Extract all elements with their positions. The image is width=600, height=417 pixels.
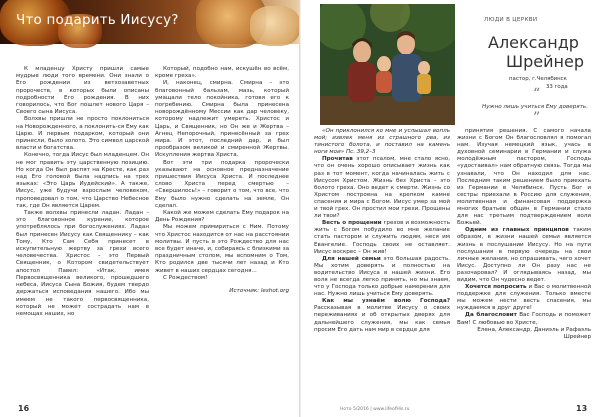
family-photo <box>320 4 455 125</box>
lead-in: Одним из главных принципов <box>465 227 569 234</box>
paragraph: Волхвы пришли не просто поклониться на Новорожденного, а поклонить-ся Ему как Царю. И первым подарком, который они принесли, было золото. Это символ царской власти и богатства. <box>16 116 149 152</box>
paragraph: И, наконец, смирна. Смирна – это благовонный бальзам, мазь, который умащали тело покойника, готовя его к погребению. Смирна была принесена новорождённому Мессии как дар человеку, которому надлежит умереть. Христос и Царь, и Священник, но Он же и Жертва – Агнец Непорочный, принесённый за грех мира. И этот, последний дар, и был прообразом великой и смиренной Жертвы. Искупления жертва Христа. <box>155 80 289 159</box>
paragraph-text: это большая радость. Мы хотим доверять и полностью на водительство Иисуса в нашей жизни. Его воля не всегда легко принять, но мы знаем, что у Господа только добрые намерения для нас. Нужно лишь учиться Ему доверять. <box>314 255 451 298</box>
person-age: 33 года <box>546 84 568 90</box>
paragraph-text: принятия решения. С самого начала жизни с Богом Он благословлял я помогал нам. Изучая немецкий язык, учась в духовной семинарии в Германии и служа молодёжным пастором, Господь «удостаивал» нам обратную связь. Тогда мы узнавали, что Он находил для нас. Последним таким решением было приехать из Германии в Челябинск. Пусть Бог и сестры приехали в Россию для служения, молитвенная и финансовая поддержка многих братьев общин в Германии стало для нас третьим подтверждением воли Божьей. <box>457 128 591 227</box>
paragraph <box>314 156 450 220</box>
page-number-left: 16 <box>18 404 30 413</box>
signature: Елена, Александр, Даниэль и Рафаэль Шрейнер <box>477 326 591 340</box>
paragraph-text: таким образом, в жизни нашей семьи является жизнь в послушании Иисусу. Но на пути послушания в первую очередь на свои личные желания, но спрашивать, чего хочет Иисус. Доступно ли Он разу нас не разочаровал? И оглядываясь назад, мы видим, что Он чудесно ведет. <box>457 227 591 283</box>
article-column-2 <box>155 66 289 295</box>
article-title: Что подарить Иисусу? <box>16 12 179 28</box>
paragraph <box>314 220 450 255</box>
epigraph: «Он приклонился ко мне и услышал вопль мой; извлек меня из страшного рва, из тинистого болота, и поставил на камень ноги мои» Пс. 39,2–3 <box>314 128 450 156</box>
pull-quote: Нужно лишь учиться Ему доверять. <box>482 104 588 110</box>
amber-decoration <box>250 6 300 46</box>
paragraph-text: Рассказывая в молитве Иисусу о своих переживаниях и об открытых дверях для дальнейшего служения, мы как семья просим Его дать нам мир в сердце для <box>314 305 450 333</box>
paragraph: К младенцу Христу пришли самые мудрые люди того времени. Они знали о Его рождении из ветхозаветных пророчеств, в которых были описаны подробности Его рождения. В них говорилось, что Бог пошлет нового Царя – Своего сына Иисуса. <box>16 66 149 116</box>
paragraph-text: и Вас о молитвенной поддержке для служения. Только вместе мы можем нести весть спасения, мы нуждаемся в друг друге! <box>457 284 591 312</box>
paragraph <box>314 256 450 299</box>
article-column-1 <box>16 66 149 318</box>
paragraph: С Рождеством! <box>163 274 208 281</box>
section-label: ЛЮДИ В ЦЕРКВИ <box>484 17 538 23</box>
quote-close-icon: ” <box>533 110 541 126</box>
person-role: пастор, г.Челябинск <box>509 76 567 82</box>
paragraph-text: этот псалом, мне стало ясно, что он очень хорошо описывает жизнь как раз в тот момент, когда начиналась жить с Иисусом Христом. Жизнь без Христа – это болото греха. Оно ведет к смерти. Жизнь со Христом построена на крепком камне спасения и мира с Богом. Иисус умер за мой и твой грех. Он простил мои грехи. Прощены ли твои? <box>314 156 451 220</box>
lead-in: Да благословит <box>465 312 517 319</box>
paragraph: Мы можем примириться с Ним. Потому что Христос находится от нас на расстоянии молитвы. И пусть в это Рождество для нас все будет иначе, и, собираясь с близкими за праздничным столом, мы вспомним о Том, Кто родился две тысячи лет назад и Кто живет в наших сердцах сегодня... <box>155 224 289 274</box>
paragraph: Конечно, тогда Иисус был младенцем. Он не мог править эту царственную позицию. Но когда Он был распят на Кресте, как раз над Его головой была надпись на трех языках: «Это Царь Иудейский». А также, Иисус, уже будучи взрослым человеком, проповедовал о том, что Царство Небесное так, где Он является Царем. <box>16 152 149 209</box>
paragraph <box>457 284 591 312</box>
paragraph: Какой же можем сделать Ему подарок на День Рождения? <box>155 210 289 224</box>
person-last-name: Шрейнер <box>506 52 584 71</box>
paragraph <box>457 312 591 326</box>
paragraph <box>314 128 450 156</box>
paragraph <box>457 227 591 284</box>
lead-in: Прочитав <box>322 156 353 163</box>
person-first-name: Александр <box>488 33 579 52</box>
header-banner <box>0 0 300 44</box>
interview-column-1 <box>314 128 450 334</box>
paragraph: Который, подобно нам, искушён во всём, кроме греха». <box>155 66 289 80</box>
paragraph <box>314 298 450 333</box>
lead-in: Хочется попросить <box>465 284 527 291</box>
lead-in: Как мы узнаём волю Господа? <box>322 298 450 305</box>
paragraph: Также волхвы принесли ладан. Ладан – это благовонное курение, которое употреблялось при богослужениях. Ладан был принесен Иисусу как Священнику – как Тому, Кто Сам Себя принесет в искупительную жертву за грехи всего человечества. Христос – это Первый Священник, о Котором свидетельствует апостол Павел: «Итак, имея Первосвященника великого, прошедшего небеса, Иисуса Сына Божия, будем твердо держаться исповедания нашего. Ибо мы имеем не такого первосвященника, который не может сострадать нам в немощах наших, но <box>16 210 149 317</box>
family-photo-illustration <box>320 4 455 125</box>
paragraph <box>457 128 591 227</box>
interview-column-2 <box>457 128 591 341</box>
paragraph: Вот эти три подарка пророчески указывают на основное предназначение пришествия Иисуса Христа. И последнее слово Христа перед смертью – «Свершилось!» – говорит о том, что все, что Ему было нужно сделать на земле, Он сделал. <box>155 159 289 209</box>
footer-text: Ното 5/2016 | www.lifeofHis.ru <box>340 407 410 412</box>
lead-in: Для нашей семьи <box>322 255 381 262</box>
page-number-right: 13 <box>576 404 588 413</box>
quote-open-icon: “ <box>533 86 541 102</box>
paragraph-text: Вас Господь и поможет Вам! С любовью во Христе, <box>457 312 591 326</box>
source-credit: Источник: leshot.org <box>229 288 289 295</box>
paragraph-text: грехов и возможность жить с Богом побудило во мне желание стать пастором и служить людям, неся им Евангелие. Господь своих не оставляет. Иисус воскрес – Он жив! <box>314 220 450 255</box>
right-page <box>300 0 600 417</box>
lead-in: Весть о прощении <box>322 220 382 227</box>
